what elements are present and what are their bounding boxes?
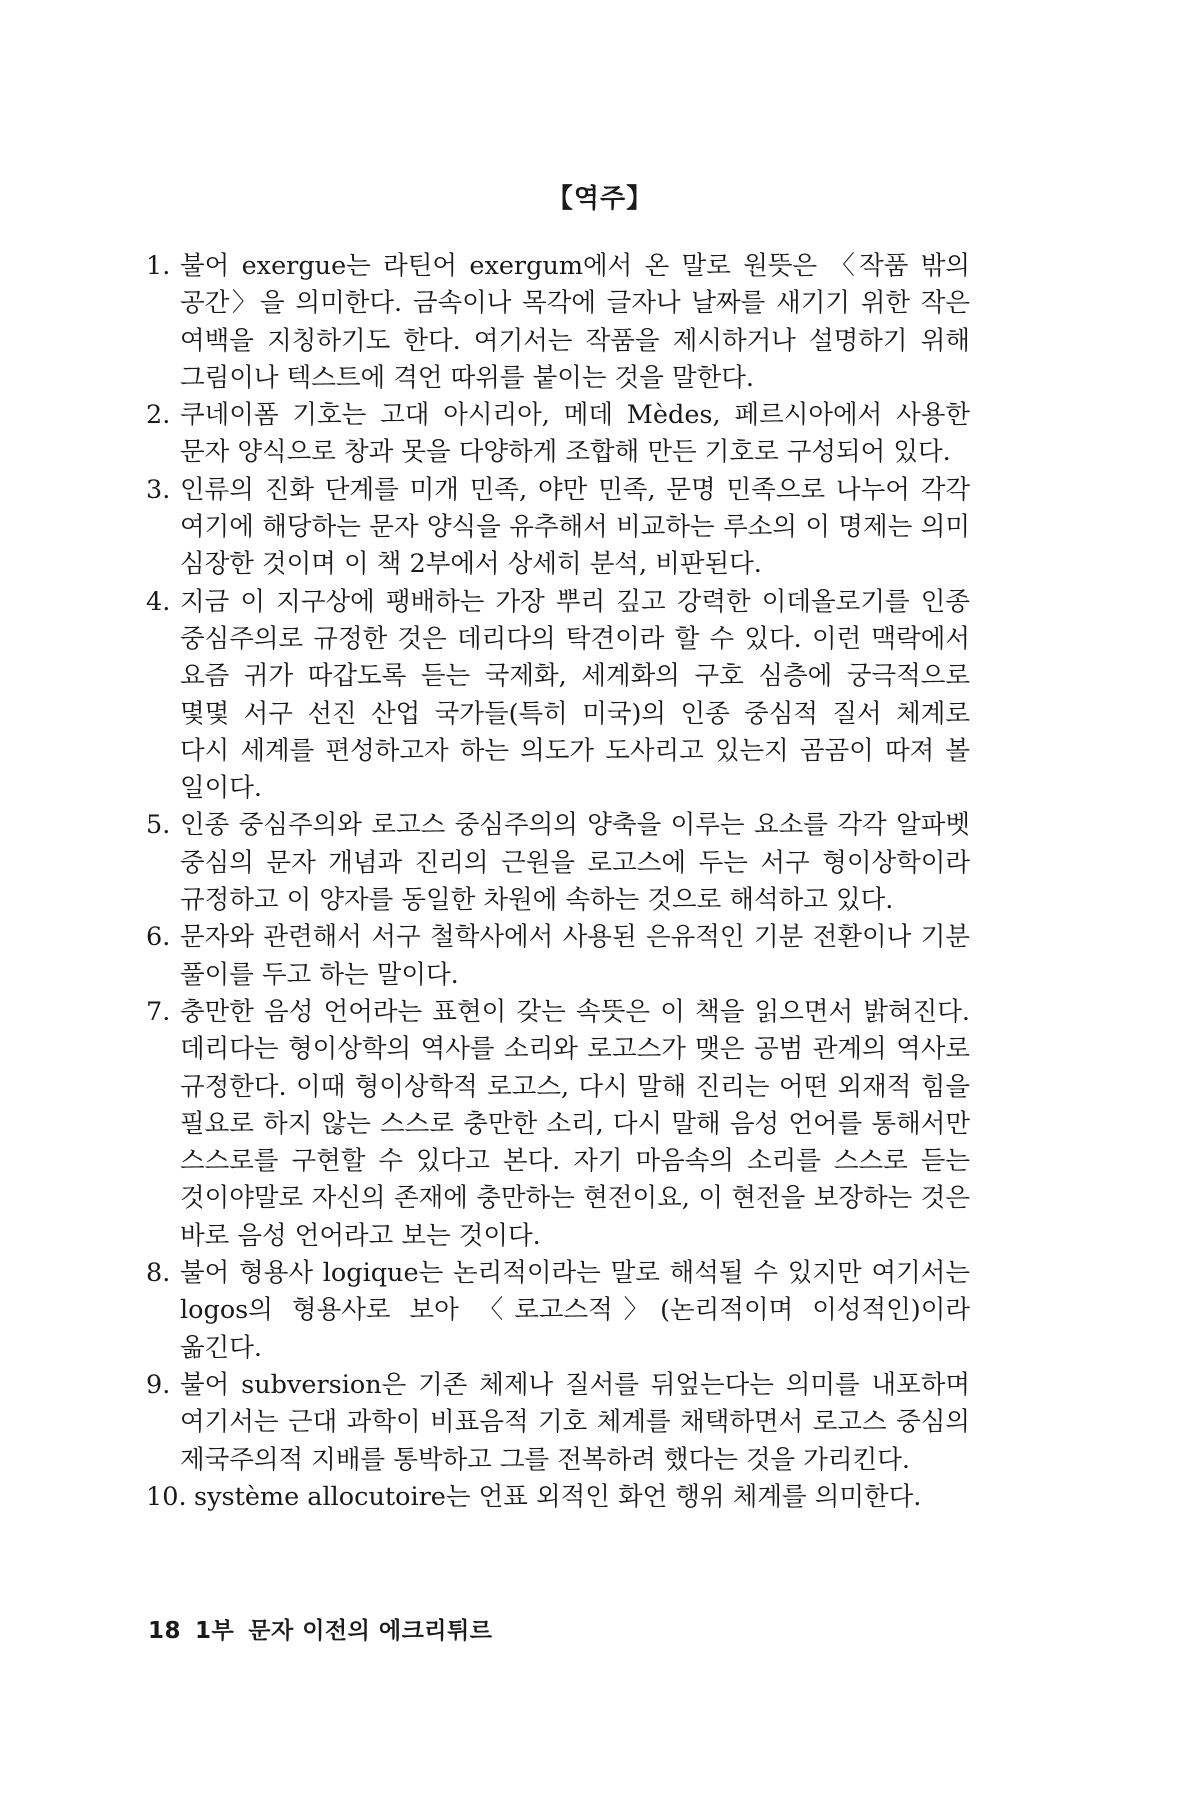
note-number: 1. [146, 251, 171, 281]
note-text: 불어 형용사 logique는 논리적이라는 말로 해석될 수 있지만 여기서는 logos의 형용사로 보아 〈로고스적〉(논리적이며 이성적인)이라 옮긴다. [180, 1258, 970, 1363]
note-8 [148, 1255, 970, 1367]
note-text: 불어 subversion은 기존 체제나 질서를 뒤엎는다는 의미를 내포하며 여기서는 근대 과학이 비표음적 기호 체계를 채택하면서 로고스 중심의 제국주의적 지배를 통박하고 그를 전복하려 했다는 것을 가리킨다. [180, 1369, 970, 1475]
note-7 [148, 994, 970, 1255]
note-4 [148, 584, 970, 808]
running-title: 문자 이전의 에크리튀르 [248, 1618, 493, 1644]
note-number: 2. [146, 400, 171, 431]
note-6 [148, 919, 970, 994]
note-text: 쿠네이폼 기호는 고대 아시리아, 메데 Mèdes, 페르시아에서 사용한 문자 양식으로 창과 못을 다양하게 조합해 만든 기호로 구성되어 있다. [180, 400, 970, 468]
page-heading: 【역주】 [546, 184, 654, 214]
note-text: système allocutoire는 언표 외적인 화언 행위 체계를 의미한다. [194, 1481, 922, 1512]
note-number: 4. [146, 586, 171, 617]
note-number: 8. [146, 1258, 171, 1289]
page-number: 18 [148, 1618, 182, 1644]
note-text: 충만한 음성 언어라는 표현이 갖는 속뜻은 이 책을 읽으면서 밝혀진다. 데리다는 형이상학의 역사를 소리와 로고스가 맺은 공범 관계의 역사로 규정한다. 이때 형이상학적 로고스, 다시 말해 진리는 어떤 외재적 힘을 필요로 하지 않는 스스로 충만한 소리, 다시 말해 음성 언어를 통해서만 스스로를 구현할 수 있다고 본다. 자기 마음속의 소리를 스스로 듣는 것이야말로 자신의 존재에 충만하는 현전이요, 이 현전을 보장하는 것은 바로 음성 언어라고 보는 것이다. [180, 996, 970, 1251]
note-text: 문자와 관련해서 서구 철학사에서 사용된 은유적인 기분 전환이나 기분 풀이를 두고 하는 말이다. [180, 922, 970, 990]
part-label: 1부 [195, 1618, 235, 1644]
note-number: 6. [146, 922, 171, 953]
note-1 [148, 248, 970, 397]
note-text: 불어 exergue는 라틴어 exergum에서 온 말로 원뜻은 〈작품 밖의 공간〉을 의미한다. 금속이나 목각에 글자나 날짜를 새기기 위한 작은 여백을 지칭하기도 한다. 여기서는 작품을 제시하거나 설명하기 위해 그림이나 텍스트에 격언 따위를 붙이는 것을 말한다. [180, 251, 970, 393]
note-3 [148, 472, 970, 584]
note-text: 지금 이 지구상에 팽배하는 가장 뿌리 깊고 강력한 이데올로기를 인종 중심주의로 규정한 것은 데리다의 탁견이라 할 수 있다. 이런 맥락에서 요즘 귀가 따갑도록 듣는 국제화, 세계화의 구호 심층에 궁극적으로 몇몇 서구 선진 산업 국가들(특히 미국)의 인종 중심적 질서 체계로 다시 세계를 편성하고자 하는 의도가 도사리고 있는지 곰곰이 따져 볼 일이다. [180, 586, 970, 804]
note-9 [148, 1367, 970, 1479]
translator-notes-list [148, 248, 970, 1516]
note-10 [148, 1479, 970, 1516]
note-number: 5. [146, 810, 171, 841]
note-number: 9. [146, 1369, 171, 1400]
note-number: 10. [146, 1481, 187, 1512]
page-footer [148, 1612, 506, 1645]
note-number: 3. [146, 474, 171, 505]
note-2 [148, 397, 970, 472]
note-number: 7. [146, 996, 171, 1027]
note-5 [148, 807, 970, 919]
note-text: 인류의 진화 단계를 미개 민족, 야만 민족, 문명 민족으로 나누어 각각 여기에 해당하는 문자 양식을 유추해서 비교하는 루소의 이 명제는 의미 심장한 것이며 이 책 2부에서 상세히 분석, 비판된다. [180, 474, 970, 580]
note-text: 인종 중심주의와 로고스 중심주의의 양축을 이루는 요소를 각각 알파벳 중심의 문자 개념과 진리의 근원을 로고스에 두는 서구 형이상학이라 규정하고 이 양자를 동일한 차원에 속하는 것으로 해석하고 있다. [180, 810, 970, 916]
